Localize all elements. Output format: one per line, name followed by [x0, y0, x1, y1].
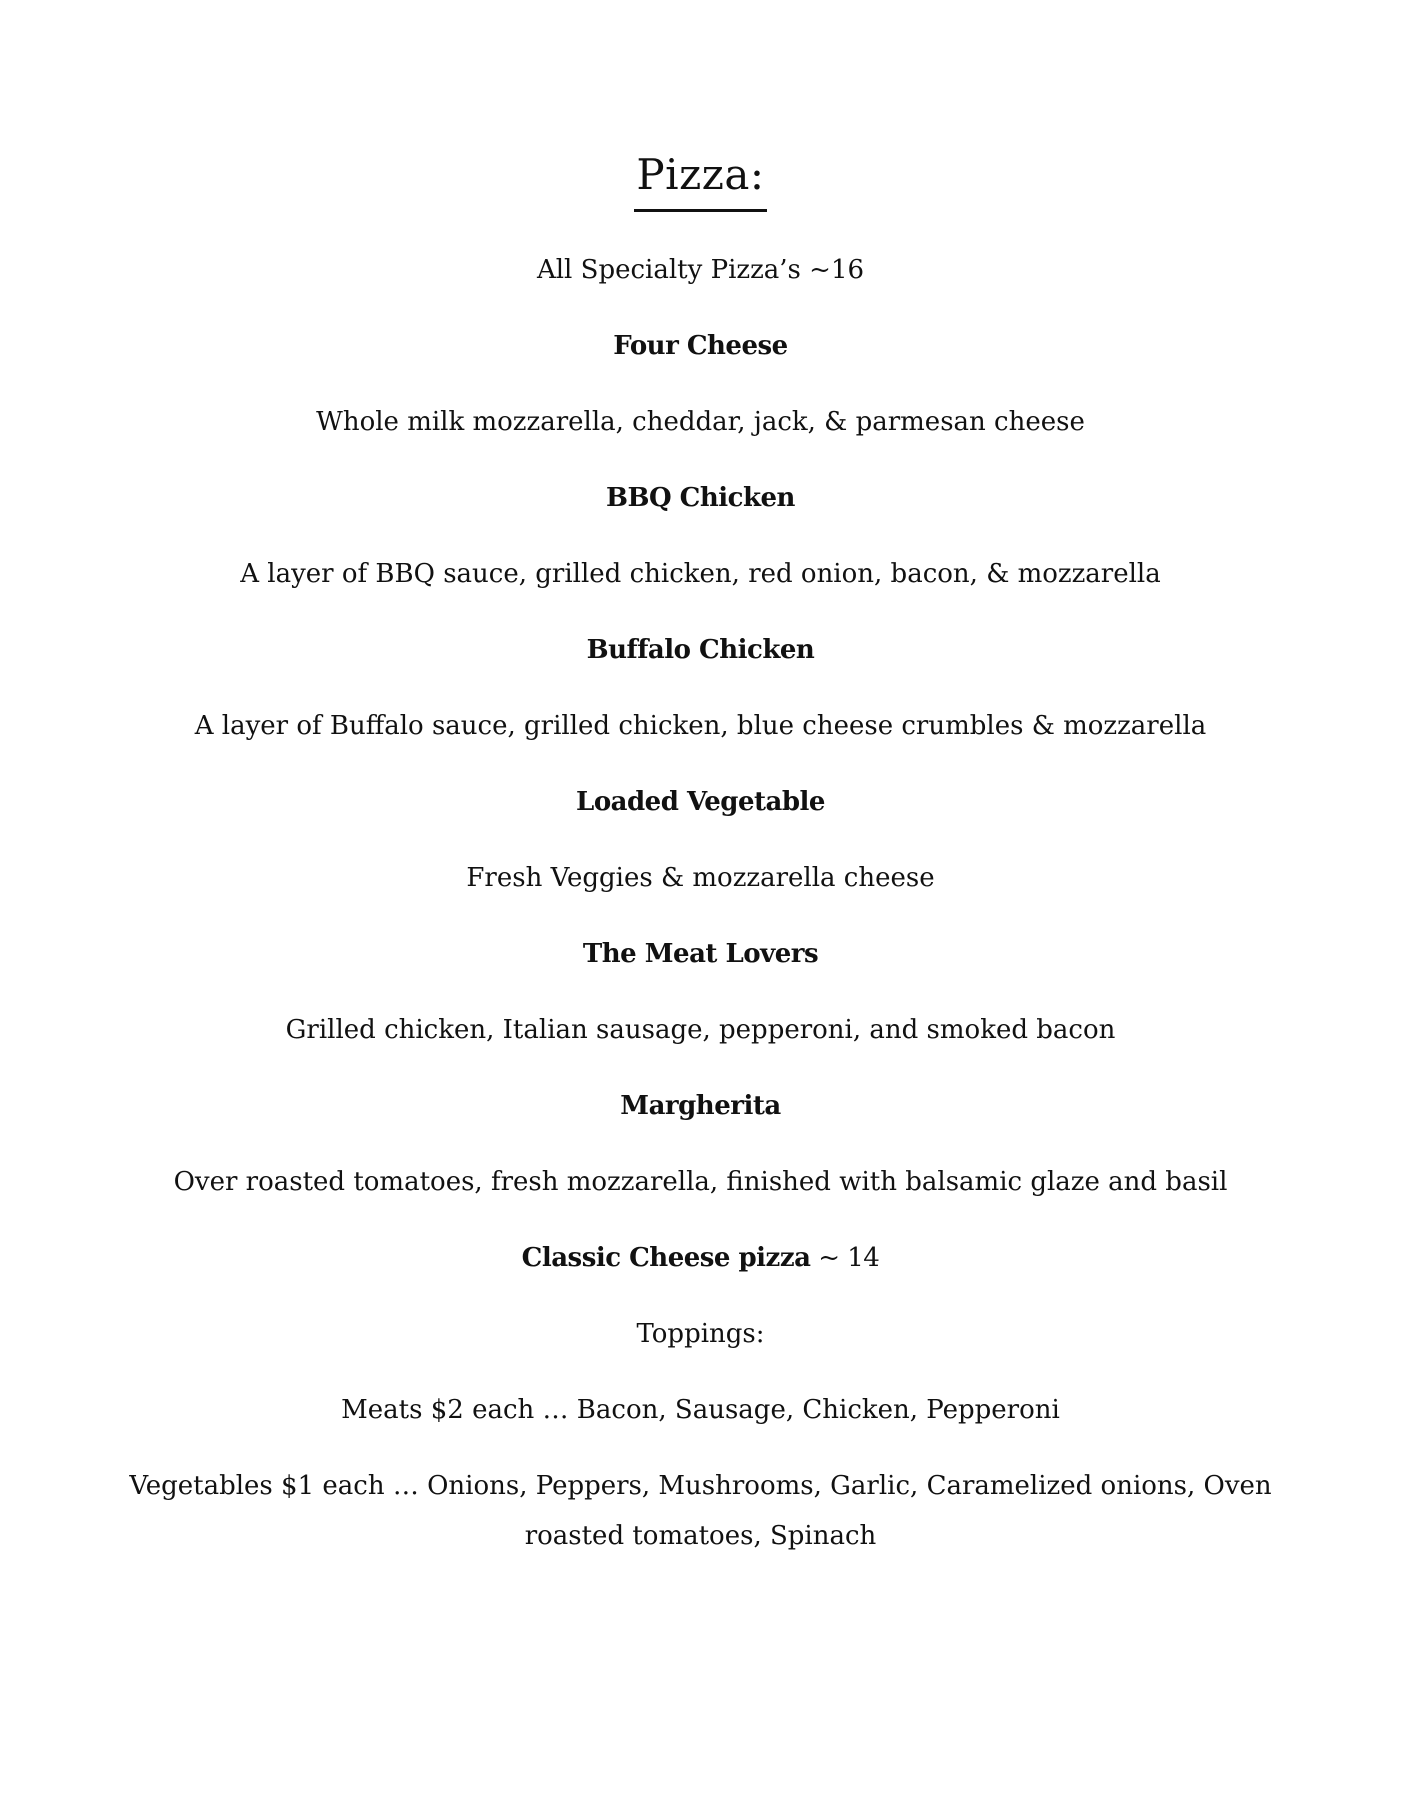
page-title: Pizza:: [0, 145, 1401, 212]
item-name-loaded-vegetable: Loaded Vegetable: [576, 787, 825, 817]
item-description-margherita: Over roasted tomatoes, fresh mozzarella, finished with balsamic glaze and basil: [173, 1167, 1228, 1197]
item-name-four-cheese: Four Cheese: [613, 331, 788, 361]
item-description-four-cheese: Whole milk mozzarella, cheddar, jack, & parmesan cheese: [316, 407, 1085, 437]
classic-cheese-line: [0, 1238, 1401, 1278]
item-name-bbq-chicken: BBQ Chicken: [606, 483, 795, 513]
toppings-vegetables: Vegetables $1 each … Onions, Peppers, Mushrooms, Garlic, Caramelized onions, Oven roasted tomatoes, Spinach: [129, 1471, 1272, 1551]
item-description-meat-lovers: Grilled chicken, Italian sausage, pepperoni, and smoked bacon: [285, 1015, 1116, 1045]
item-name-margherita: Margherita: [620, 1091, 781, 1121]
toppings-label: Toppings:: [636, 1319, 765, 1349]
classic-cheese-name: Classic Cheese pizza: [521, 1243, 811, 1273]
item-description-bbq-chicken: A layer of BBQ sauce, grilled chicken, red onion, bacon, & mozzarella: [240, 559, 1161, 589]
item-description-buffalo-chicken: A layer of Buffalo sauce, grilled chicken, blue cheese crumbles & mozzarella: [194, 711, 1207, 741]
toppings-meats: Meats $2 each … Bacon, Sausage, Chicken, Pepperoni: [341, 1395, 1060, 1425]
item-description-loaded-vegetable: Fresh Veggies & mozzarella cheese: [466, 863, 935, 893]
classic-cheese-price: ~ 14: [810, 1243, 880, 1273]
item-name-meat-lovers: The Meat Lovers: [582, 939, 819, 969]
item-name-buffalo-chicken: Buffalo Chicken: [586, 635, 815, 665]
specialty-price-note: All Specialty Pizza’s ~16: [536, 255, 865, 285]
